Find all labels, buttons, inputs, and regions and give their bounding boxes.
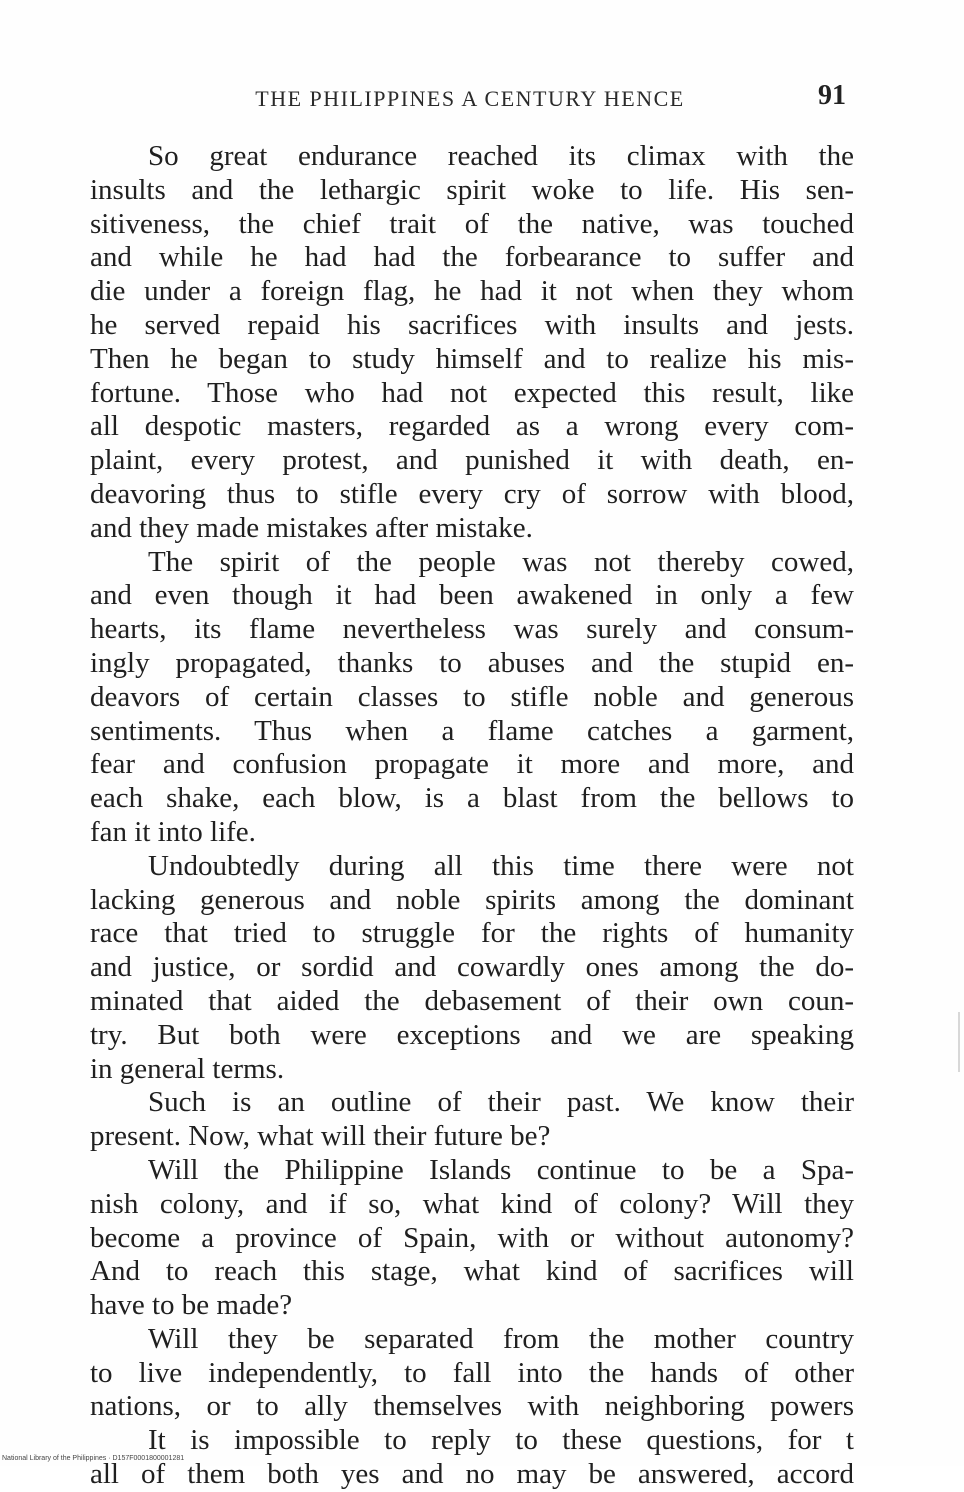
text-line: Undoubtedly during all this time there were not xyxy=(148,849,854,882)
text-line: all of them both yes and no may be answered, accord xyxy=(90,1458,854,1491)
text-line: nish colony, and if so, what kind of colony? Will they xyxy=(90,1187,854,1220)
text-line: So great endurance reached its climax with the xyxy=(148,140,854,172)
text-line: die under a foreign flag, he had it not when they whom xyxy=(90,275,854,308)
text-line: Then he began to study himself and to realize his mis- xyxy=(90,342,854,375)
text-line: each shake, each blow, is a blast from the bellows to xyxy=(90,782,854,815)
text-line: insults and the lethargic spirit woke to life. His sen- xyxy=(90,173,854,206)
text-line: nations, or to ally themselves with neighboring powers xyxy=(90,1390,854,1423)
page-edge-mark xyxy=(958,1012,960,1072)
text-line: plaint, every protest, and punished it with death, en- xyxy=(90,444,854,477)
text-line: fear and confusion propagate it more and more, and xyxy=(90,748,854,781)
text-line: he served repaid his sacrifices with insults and jests. xyxy=(90,308,854,341)
text-line: lacking generous and noble spirits among the dominant xyxy=(90,883,854,916)
text-line: hearts, its flame nevertheless was surely and consum- xyxy=(90,613,854,646)
text-line: all despotic masters, regarded as a wrong every com- xyxy=(90,410,854,443)
text-line: and even though it had been awakened in only a few xyxy=(90,579,854,612)
text-line: sentiments. Thus when a flame catches a garment, xyxy=(90,714,854,747)
running-title: THE PHILIPPINES A CENTURY HENCE xyxy=(255,86,685,111)
page-number: 91 xyxy=(818,80,846,111)
text-line: fan it into life. xyxy=(90,815,256,848)
text-line: fortune. Those who had not expected this result, like xyxy=(90,376,854,409)
text-line: minated that aided the debasement of their own coun- xyxy=(90,984,854,1017)
text-line: and while he had had the forbearance to suffer and xyxy=(90,241,854,274)
text-line: race that tried to struggle for the rights of humanity xyxy=(90,917,854,950)
text-line: deavors of certain classes to stifle noble and generous xyxy=(90,680,854,713)
text-line: present. Now, what will their future be? xyxy=(90,1120,551,1153)
text-line: in general terms. xyxy=(90,1052,285,1085)
text-line: ingly propagated, thanks to abuses and the stupid en- xyxy=(90,646,854,679)
text-line: and they made mistakes after mistake. xyxy=(90,511,533,544)
text-line: The spirit of the people was not thereby cowed, xyxy=(148,545,854,578)
text-line: Will they be separated from the mother country xyxy=(148,1322,854,1355)
text-line: and justice, or sordid and cowardly ones among the do- xyxy=(90,951,854,984)
text-line: try. But both were exceptions and we are speaking xyxy=(90,1018,854,1051)
text-line: have to be made? xyxy=(90,1289,293,1322)
text-line: And to reach this stage, what kind of sacrifices will xyxy=(90,1255,854,1288)
text-line: become a province of Spain, with or without autonomy? xyxy=(90,1221,854,1254)
body-text xyxy=(90,140,854,1492)
text-line: to live independently, to fall into the hands of other xyxy=(90,1356,854,1389)
text-line: deavoring thus to stifle every cry of sorrow with blood, xyxy=(90,477,854,510)
footer-attribution: National Library of the Philippines · D157F0001800001281 xyxy=(2,1455,185,1462)
text-line: It is impossible to reply to these questions, for t xyxy=(148,1424,854,1457)
text-line: Such is an outline of their past. We know their xyxy=(148,1086,854,1119)
text-line: sitiveness, the chief trait of the native, was touched xyxy=(90,207,854,240)
text-line: Will the Philippine Islands continue to be a Spa- xyxy=(148,1153,854,1186)
